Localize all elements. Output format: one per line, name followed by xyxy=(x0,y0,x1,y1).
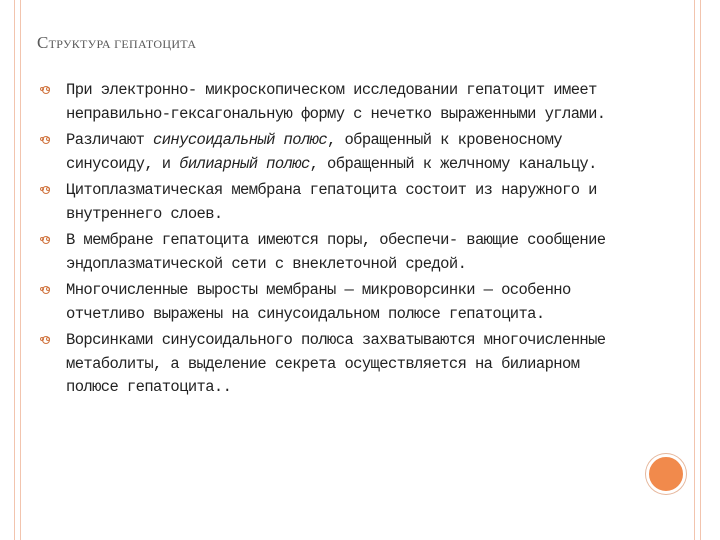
bullet-item xyxy=(42,229,624,276)
bullet-item xyxy=(42,179,624,226)
bullet-italic-term: билиарный полюс xyxy=(179,154,310,173)
bullet-italic-term: синусоидальный полюс xyxy=(153,131,328,149)
bullet-text: , обращенный к желчному канальцу. xyxy=(309,154,597,173)
ornamental-bullet-icon xyxy=(42,136,50,144)
ornamental-bullet-icon xyxy=(42,86,50,94)
border-line-right-outer xyxy=(700,0,701,540)
orange-circle-icon xyxy=(646,454,686,494)
bullet-list xyxy=(42,79,624,403)
bullet-text: В мембране гепатоцита имеются поры, обеспечи- вающие сообщение эндоплазматической сети с внеклеточной средой. xyxy=(66,231,606,273)
bullet-text: Цитоплазматическая мембрана гепатоцита состоит из наружного и внутреннего слоев. xyxy=(66,181,597,223)
bullet-item xyxy=(42,129,624,176)
ornamental-bullet-icon xyxy=(42,336,50,344)
bullet-text: Различают xyxy=(66,131,154,149)
border-line-right-inner xyxy=(694,0,695,540)
border-line-left-outer xyxy=(14,0,15,540)
bullet-text: Ворсинками синусоидального полюса захватываются многочисленные метаболиты, а выделение секрета осуществляется на билиарном полюсе гепатоцита.. xyxy=(66,331,606,396)
border-line-left-inner xyxy=(20,0,21,540)
bullet-text: Многочисленные выросты мембраны — микроворсинки — особенно отчетливо выражены на синусоидальном полюсе гепатоцита. xyxy=(66,281,571,323)
bullet-item xyxy=(42,79,624,126)
bullet-item xyxy=(42,279,624,326)
bullet-text: При электронно- микроскопическом исследовании гепатоцит имеет неправильно-гексагональную форму с нечетко выраженными углами. xyxy=(66,81,606,123)
slide-title-initial: С xyxy=(37,33,49,52)
slide-title-rest: ТРУКТУРА ГЕПАТОЦИТА xyxy=(48,37,197,51)
bullet-text: , обращенный к кровеносному синусоиду, и xyxy=(66,131,562,173)
bullet-item xyxy=(42,329,624,400)
ornamental-bullet-icon xyxy=(42,236,50,244)
slide-title xyxy=(37,33,196,53)
ornamental-bullet-icon xyxy=(42,286,50,294)
ornamental-bullet-icon xyxy=(42,186,50,194)
